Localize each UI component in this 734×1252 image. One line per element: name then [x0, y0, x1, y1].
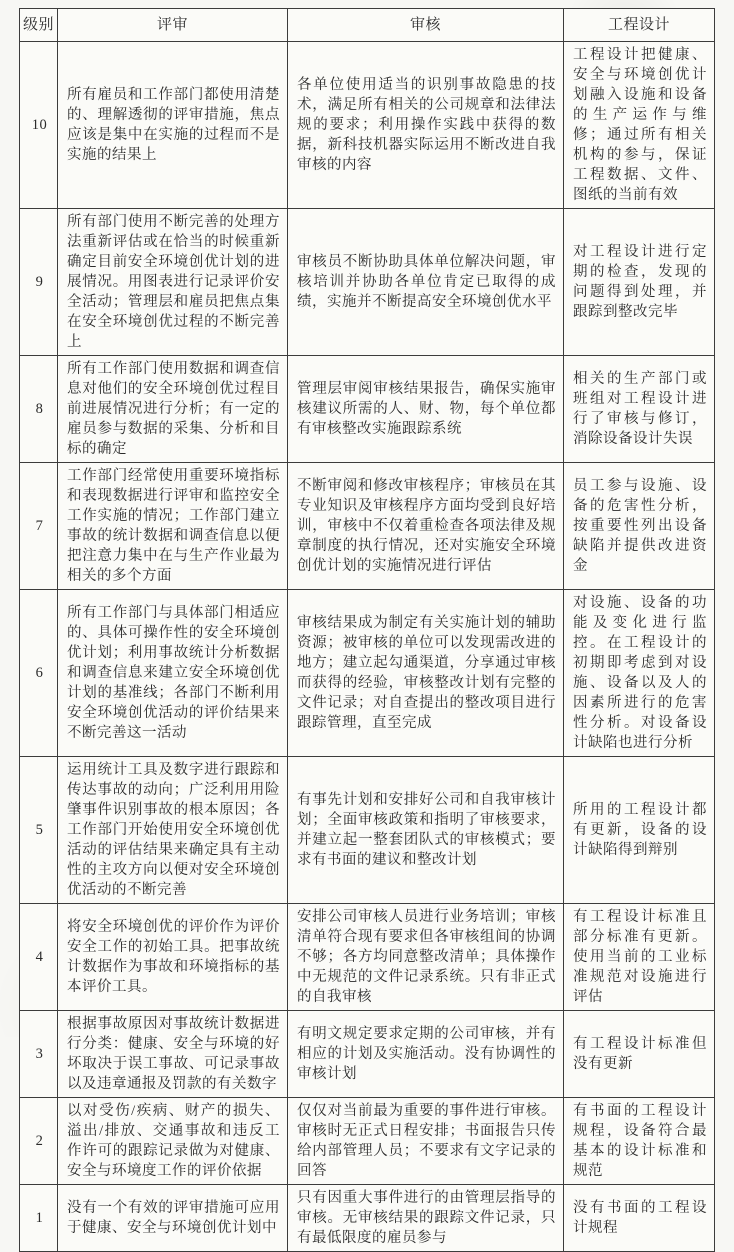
table-row: [20, 590, 715, 757]
engineering-design-cell: 相关的生产部门或班组对工程设计进行了审核与修订，消除设备设计失误: [564, 356, 715, 463]
review-cell: 所有部门使用不断完善的处理方法重新评估或在恰当的时候重新确定目前安全环境创优计划的进展情况。用图表进行记录评价安全活动；管理层和雇员把焦点集在安全环境创优过程的不断完善上: [58, 209, 288, 356]
table-row: [20, 209, 715, 356]
level-cell: 6: [20, 590, 58, 757]
review-cell: 以对受伤/疾病、财产的损失、溢出/排放、交通事故和违反工作许可的跟踪记录做为对健康、安全与环境度工作的评价依据: [58, 1098, 288, 1185]
audit-cell: 审核结果成为制定有关实施计划的辅助资源；被审核的单位可以发现需改进的地方；建立起勾通渠道，分享通过审核而获得的经验，审核整改计划有完整的文件记录；对自查提出的整改项目进行跟踪管理，直至完成: [288, 590, 564, 757]
level-cell: 8: [20, 356, 58, 463]
table-row: [20, 757, 715, 904]
engineering-design-cell: 对设施、设备的功能及变化进行监控。在工程设计的初期即考虑到对设施、设备以及人的因素所进行的危害性分析。对设备设计缺陷也进行分析: [564, 590, 715, 757]
audit-cell: 有明文规定要求定期的公司审核，并有相应的计划及实施活动。没有协调性的审核计划: [288, 1011, 564, 1098]
table-body: [20, 42, 715, 1252]
engineering-design-cell: 工程设计把健康、安全与环境创优计划融入设施和设备的生产运作与维修；通过所有相关机构的参与，保证工程数据、文件、图纸的当前有效: [564, 42, 715, 209]
engineering-design-cell: 所用的工程设计都有更新，设备的设计缺陷得到辩别: [564, 757, 715, 904]
level-cell: 10: [20, 42, 58, 209]
review-cell: 所有雇员和工作部门都使用清楚的、理解透彻的评审措施，焦点应该是集中在实施的过程而不是实施的结果上: [58, 42, 288, 209]
table-header: [20, 9, 715, 42]
header-level: 级别: [20, 9, 58, 42]
engineering-design-cell: 有工程设计标准但没有更新: [564, 1011, 715, 1098]
level-cell: 2: [20, 1098, 58, 1185]
level-cell: 7: [20, 463, 58, 590]
level-cell: 9: [20, 209, 58, 356]
audit-cell: 安排公司审核人员进行业务培训；审核清单符合现有要求但各审核组间的协调不够；各方均同意整改清单；具体操作中无规范的文件记录系统。只有非正式的自我审核: [288, 904, 564, 1011]
engineering-design-cell: 没有书面的工程设计规程: [564, 1185, 715, 1252]
table-row: [20, 463, 715, 590]
header-row: [20, 9, 715, 42]
header-engineering-design: 工程设计: [564, 9, 715, 42]
level-cell: 3: [20, 1011, 58, 1098]
audit-cell: 有事先计划和安排好公司和自我审核计划；全面审核政策和指明了审核要求，并建立起一整套团队式的审核模式；要求有书面的建议和整改计划: [288, 757, 564, 904]
audit-cell: 审核员不断协助具体单位解决问题，审核培训并协助各单位肯定已取得的成绩，实施并不断提高安全环境创优水平: [288, 209, 564, 356]
level-cell: 4: [20, 904, 58, 1011]
level-cell: 5: [20, 757, 58, 904]
audit-cell: 只有因重大事件进行的由管理层指导的审核。无审核结果的跟踪文件记录，只有最低限度的雇员参与: [288, 1185, 564, 1252]
table-row: [20, 1098, 715, 1185]
table-row: [20, 42, 715, 209]
header-review: 评审: [58, 9, 288, 42]
review-cell: 运用统计工具及数字进行跟踪和传达事故的动向；广泛利用用险肇事件识别事故的根本原因；各工作部门开始使用安全环境创优活动的评估结果来确定具有主动性的主攻方向以便对安全环境创优活动的不断完善: [58, 757, 288, 904]
table-row: [20, 356, 715, 463]
header-audit: 审核: [288, 9, 564, 42]
table-row: [20, 1011, 715, 1098]
rating-matrix-table: [19, 8, 715, 1252]
audit-cell: 仅仅对当前最为重要的事件进行审核。审核时无正式日程安排；书面报告只传给内部管理人员；不要求有文字记录的回答: [288, 1098, 564, 1185]
audit-cell: 不断审阅和修改审核程序；审核员在其专业知识及审核程序方面均受到良好培训，审核中不仅着重检查各项法律及规章制度的执行情况，还对实施安全环境创优计划的实施情况进行评估: [288, 463, 564, 590]
review-cell: 根据事故原因对事故统计数据进行分类：健康、安全与环境的好坏取决于误工事故、可记录事故以及违章通报及罚款的有关数字: [58, 1011, 288, 1098]
engineering-design-cell: 员工参与设施、设备的危害性分析，按重要性列出设备缺陷并提供改进资金: [564, 463, 715, 590]
engineering-design-cell: 有工程设计标准且部分标准有更新。使用当前的工业标准规范对设施进行评估: [564, 904, 715, 1011]
audit-cell: 管理层审阅审核结果报告，确保实施审核建议所需的人、财、物，每个单位都有审核整改实施跟踪系统: [288, 356, 564, 463]
review-cell: 工作部门经常使用重要环境指标和表现数据进行评审和监控安全工作实施的情况；工作部门建立事故的统计数据和调查信息以便把注意力集中在与生产作业最为相关的多个方面: [58, 463, 288, 590]
review-cell: 所有工作部门与具体部门相适应的、具体可操作性的安全环境创优计划；利用事故统计分析数据和调查信息来建立安全环境创优计划的基准线；各部门不断利用安全环境创优活动的评价结果来不断完善这一活动: [58, 590, 288, 757]
engineering-design-cell: 对工程设计进行定期的检查，发现的问题得到处理，并跟踪到整改完毕: [564, 209, 715, 356]
table-row: [20, 904, 715, 1011]
level-cell: 1: [20, 1185, 58, 1252]
review-cell: 没有一个有效的评审措施可应用于健康、安全与环境创优计划中: [58, 1185, 288, 1252]
table-row: [20, 1185, 715, 1252]
engineering-design-cell: 有书面的工程设计规程，设备符合最基本的设计标准和规范: [564, 1098, 715, 1185]
review-cell: 所有工作部门使用数据和调查信息对他们的安全环境创优过程目前进展情况进行分析；有一定的雇员参与数据的采集、分析和目标的确定: [58, 356, 288, 463]
review-cell: 将安全环境创优的评价作为评价安全工作的初始工具。把事故统计数据作为事故和环境指标的基本评价工具。: [58, 904, 288, 1011]
audit-cell: 各单位使用适当的识别事故隐患的技术，满足所有相关的公司规章和法律法规的要求；利用操作实践中获得的数据，新科技机器实际运用不断改进自我审核的内容: [288, 42, 564, 209]
